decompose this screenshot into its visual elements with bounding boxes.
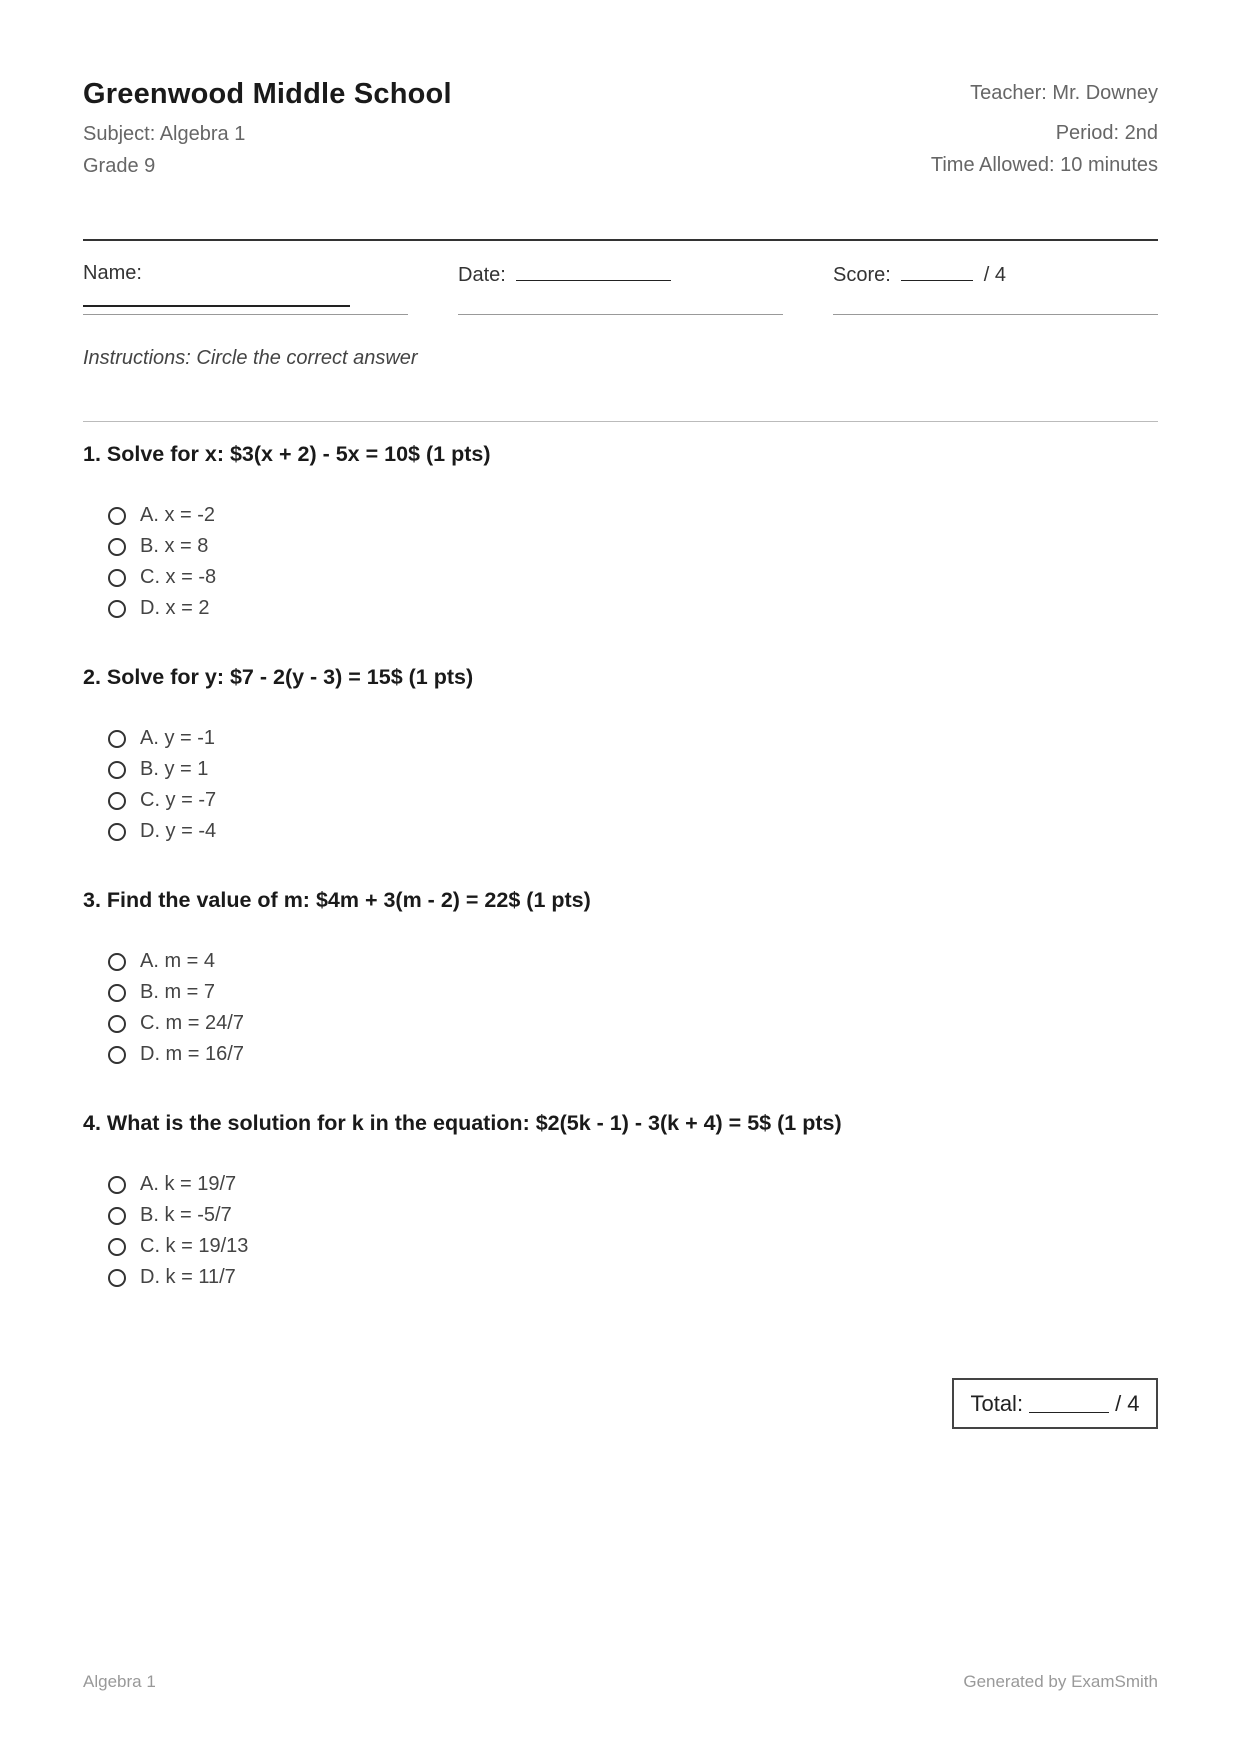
option-a[interactable] bbox=[108, 1169, 842, 1200]
teacher-text: Teacher: Mr. Downey bbox=[970, 82, 1158, 104]
radio-circle-icon[interactable] bbox=[108, 1269, 126, 1287]
option-d[interactable] bbox=[108, 1262, 842, 1293]
option-b[interactable] bbox=[108, 977, 591, 1008]
exam-page bbox=[83, 0, 1158, 1754]
name-field[interactable] bbox=[83, 262, 408, 315]
instructions-divider bbox=[83, 421, 1158, 422]
answer-options bbox=[108, 946, 591, 1070]
student-info-fields bbox=[83, 262, 1158, 316]
radio-circle-icon[interactable] bbox=[108, 600, 126, 618]
school-name: Greenwood Middle School bbox=[83, 78, 452, 110]
option-label: D. k = 11/7 bbox=[140, 1266, 236, 1288]
option-label: C. k = 19/13 bbox=[140, 1235, 249, 1257]
time-allowed-text: Time Allowed: 10 minutes bbox=[930, 154, 1158, 176]
option-b[interactable] bbox=[108, 531, 490, 562]
radio-circle-icon[interactable] bbox=[108, 538, 126, 556]
name-blank[interactable] bbox=[83, 305, 350, 307]
instructions: Instructions: Circle the correct answer bbox=[83, 347, 418, 369]
option-label: B. x = 8 bbox=[140, 535, 209, 557]
date-blank[interactable] bbox=[516, 262, 671, 281]
total-out-of: / 4 bbox=[1115, 1390, 1140, 1416]
option-b[interactable] bbox=[108, 1200, 842, 1231]
total-score-box bbox=[952, 1378, 1158, 1429]
header-divider bbox=[83, 239, 1158, 241]
option-label: C. m = 24/7 bbox=[140, 1012, 244, 1034]
option-c[interactable] bbox=[108, 1008, 591, 1039]
question-title: 4. What is the solution for k in the equation: $2(5k - 1) - 3(k + 4) = 5$ (1 pts) bbox=[83, 1111, 842, 1135]
date-field[interactable] bbox=[458, 262, 783, 315]
radio-circle-icon[interactable] bbox=[108, 569, 126, 587]
score-total: / 4 bbox=[983, 264, 1006, 286]
period-text: Period: 2nd bbox=[1055, 122, 1158, 144]
radio-circle-icon[interactable] bbox=[108, 507, 126, 525]
answer-options bbox=[108, 1169, 842, 1293]
option-label: A. m = 4 bbox=[140, 950, 216, 972]
option-b[interactable] bbox=[108, 754, 473, 785]
option-label: A. k = 19/7 bbox=[140, 1173, 237, 1195]
answer-options bbox=[108, 500, 490, 624]
answer-options bbox=[108, 723, 473, 847]
option-a[interactable] bbox=[108, 946, 591, 977]
score-field[interactable] bbox=[833, 262, 1158, 315]
option-label: D. y = -4 bbox=[140, 820, 217, 842]
name-label: Name: bbox=[83, 262, 142, 284]
subject-text: Subject: Algebra 1 bbox=[83, 123, 246, 145]
radio-circle-icon[interactable] bbox=[108, 1176, 126, 1194]
radio-circle-icon[interactable] bbox=[108, 792, 126, 810]
option-d[interactable] bbox=[108, 1039, 591, 1070]
radio-circle-icon[interactable] bbox=[108, 1015, 126, 1033]
question-4 bbox=[83, 1111, 842, 1293]
grade-text: Grade 9 bbox=[83, 155, 156, 177]
option-c[interactable] bbox=[108, 785, 473, 816]
radio-circle-icon[interactable] bbox=[108, 953, 126, 971]
radio-circle-icon[interactable] bbox=[108, 1238, 126, 1256]
footer-subject: Algebra 1 bbox=[83, 1672, 156, 1691]
radio-circle-icon[interactable] bbox=[108, 823, 126, 841]
total-label: Total: bbox=[970, 1390, 1024, 1416]
score-blank[interactable] bbox=[901, 262, 973, 281]
total-blank[interactable] bbox=[1029, 1394, 1109, 1413]
score-label: Score: bbox=[833, 264, 891, 286]
header-right bbox=[931, 82, 1158, 177]
option-c[interactable] bbox=[108, 562, 490, 593]
question-title: 1. Solve for x: $3(x + 2) - 5x = 10$ (1 pts) bbox=[83, 442, 491, 466]
option-label: A. x = -2 bbox=[140, 504, 216, 526]
radio-circle-icon[interactable] bbox=[108, 730, 126, 748]
option-d[interactable] bbox=[108, 816, 473, 847]
radio-circle-icon[interactable] bbox=[108, 1046, 126, 1064]
option-a[interactable] bbox=[108, 723, 473, 754]
date-label: Date: bbox=[458, 264, 506, 286]
option-d[interactable] bbox=[108, 593, 490, 624]
option-label: A. y = -1 bbox=[140, 727, 216, 749]
radio-circle-icon[interactable] bbox=[108, 984, 126, 1002]
option-label: D. x = 2 bbox=[140, 597, 210, 619]
option-label: B. y = 1 bbox=[140, 758, 209, 780]
option-a[interactable] bbox=[108, 500, 490, 531]
option-label: D. m = 16/7 bbox=[140, 1043, 244, 1065]
question-title: 2. Solve for y: $7 - 2(y - 3) = 15$ (1 pts) bbox=[83, 665, 474, 689]
option-label: C. x = -8 bbox=[140, 566, 217, 588]
option-label: B. m = 7 bbox=[140, 981, 216, 1003]
question-1 bbox=[83, 442, 490, 624]
header-left bbox=[83, 78, 452, 178]
question-3 bbox=[83, 888, 591, 1070]
option-label: B. k = -5/7 bbox=[140, 1204, 232, 1226]
question-2 bbox=[83, 665, 473, 847]
question-title: 3. Find the value of m: $4m + 3(m - 2) = 22$ (1 pts) bbox=[83, 888, 591, 912]
option-c[interactable] bbox=[108, 1231, 842, 1262]
footer-generator: Generated by ExamSmith bbox=[963, 1672, 1158, 1691]
radio-circle-icon[interactable] bbox=[108, 1207, 126, 1225]
option-label: C. y = -7 bbox=[140, 789, 217, 811]
radio-circle-icon[interactable] bbox=[108, 761, 126, 779]
